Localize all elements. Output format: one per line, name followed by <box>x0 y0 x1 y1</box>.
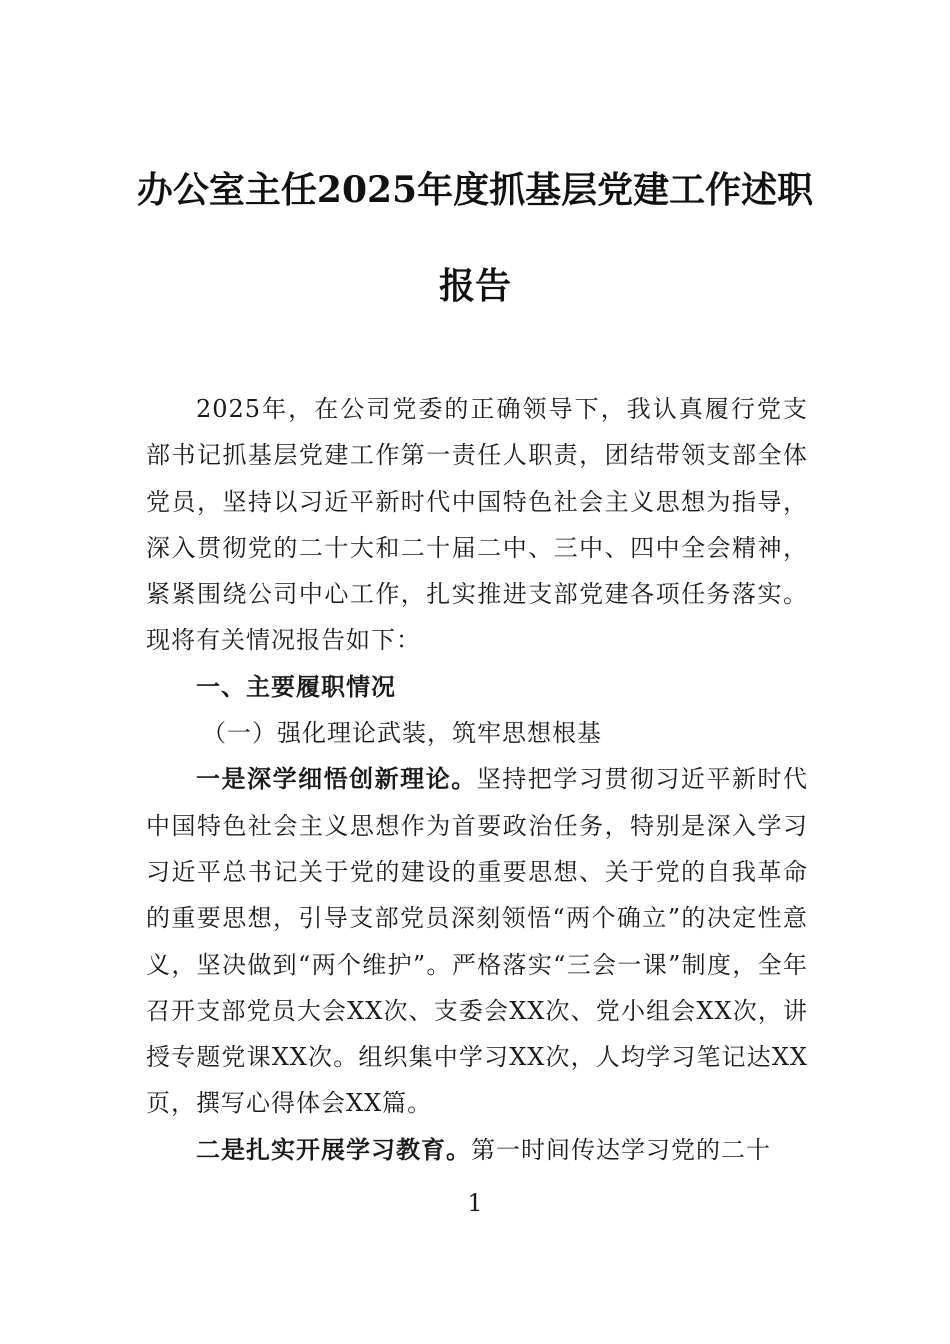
intro-paragraph: 2025年，在公司党委的正确领导下，我认真履行党支部书记抓基层党建工作第一责任人职责，团结带领支部全体党员，坚持以习近平新时代中国特色社会主义思想为指导，深入贯彻党的二十大和二十届二中、三中、四中全会精神，紧紧围绕公司中心工作，扎实推进支部党建各项任务落实。现将有关情况报告如下： <box>146 395 808 655</box>
report-title-line1: 办公室主任2025年度抓基层党建工作述职 <box>136 169 814 211</box>
item-text-2: 第一时间传达学习党的二十 <box>471 1135 771 1164</box>
item-paragraph-1 <box>146 756 808 1126</box>
item-text-1: 坚持把学习贯彻习近平新时代中国特色社会主义思想作为首要政治任务，特别是深入学习习近平总书记关于党的建设的重要思想、关于党的自我革命的重要思想，引导支部党员深刻领悟“两个确立”的决定性意义，坚决做到“两个维护”。严格落实“三会一课”制度，全年召开支部党员大会XX次、支委会XX次、党小组会XX次，讲授专题党课XX次。组织集中学习XX次，人均学习笔记达XX页，撰写心得体会XX篇。 <box>146 765 809 1118</box>
item-lead-2: 二是扎实开展学习教育。 <box>196 1135 471 1164</box>
subsection-heading-theory: （一）强化理论武装，筑牢思想根基 <box>202 719 602 748</box>
item-paragraph-2 <box>146 1127 808 1173</box>
section-heading-main-duties: 一、主要履职情况 <box>196 672 396 701</box>
page-number: 1 <box>467 1189 483 1217</box>
report-title-line2: 报告 <box>438 265 511 307</box>
report-body <box>146 386 808 1173</box>
item-lead-1: 一是深学细悟创新理论。 <box>196 765 477 794</box>
